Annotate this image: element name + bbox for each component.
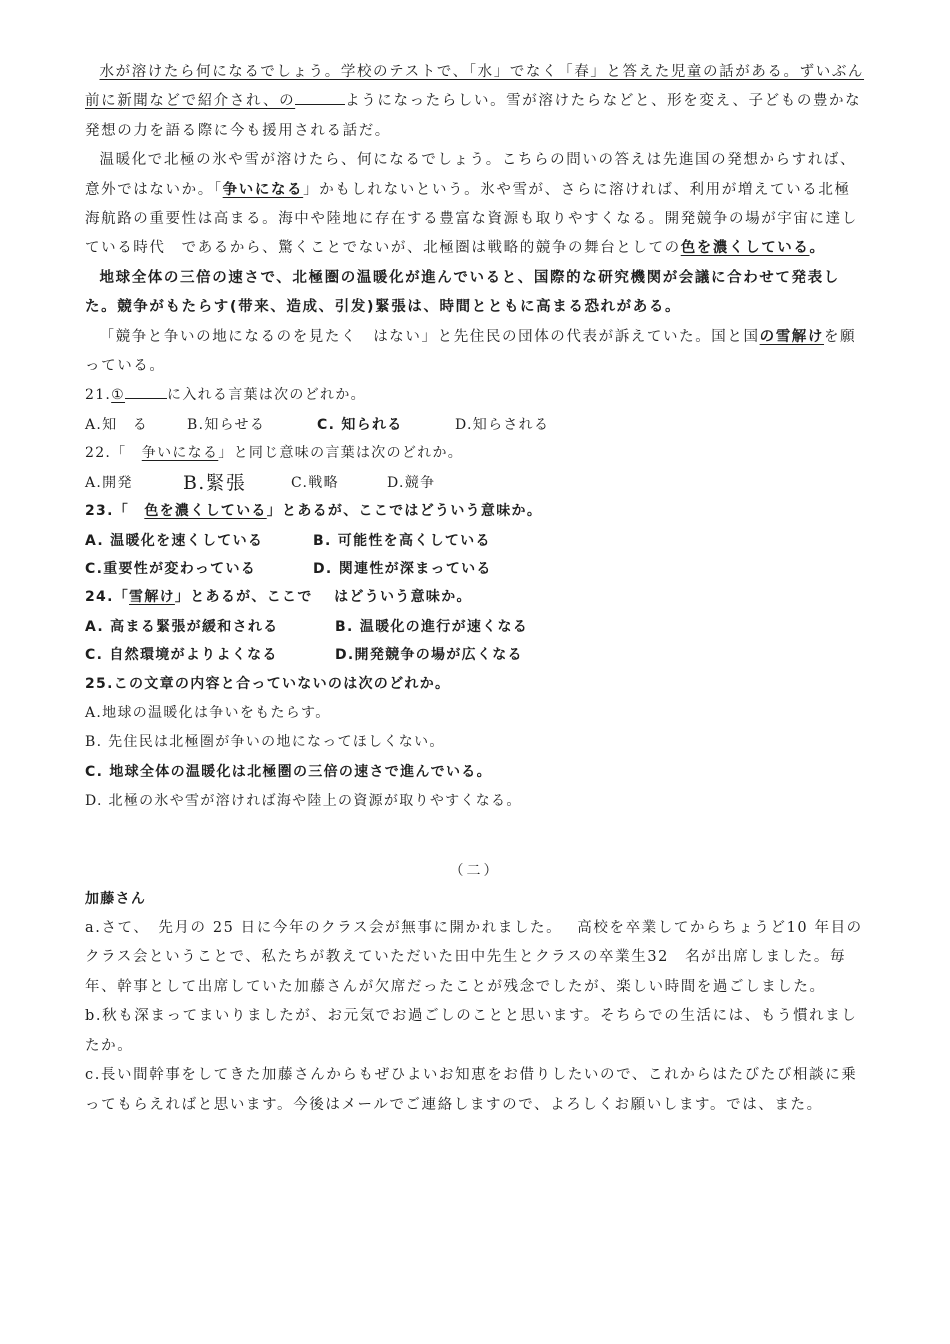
question-number: 23.「 xyxy=(85,503,145,520)
underlined-term: 雪解け xyxy=(129,589,175,606)
underlined-term: 争いになる xyxy=(222,181,304,198)
question-21 xyxy=(85,381,865,410)
passage-text: 」かもしれないという。氷や雪が、さらに溶ければ、利用が増えている北極海航路の重要性は高まる。海中や陸地に存在する豊富な資源も取りやすくなる。開発競争の場が宇宙に達している時代 であるから、驚くことでないが、北極圏は戦略的競争の舞台としての xyxy=(85,181,858,257)
answer-blank xyxy=(125,384,167,399)
option: B.緊張 xyxy=(183,471,247,494)
underlined-term: の雪解け xyxy=(759,328,825,345)
question-23-options xyxy=(85,555,865,583)
option: A. 高まる緊張が緩和される xyxy=(85,618,279,635)
question-25 xyxy=(85,670,865,699)
option: D.競争 xyxy=(387,474,436,491)
section-title: （二） xyxy=(449,862,501,879)
letter-paragraph-b: b.秋も深まってまいりましたが、お元気でお過ごしのことと思います。そちらでの生活には、もう慣れましたか。 xyxy=(85,1008,858,1054)
option: C.戦略 xyxy=(291,474,339,491)
option: B. 先住民は北極圏が争いの地になってほしくない。 xyxy=(85,734,445,751)
passage-paragraph-4 xyxy=(85,323,865,382)
question-21-options xyxy=(85,411,865,439)
underlined-term: 争いになる xyxy=(141,445,219,462)
option: B. 温暖化の進行が速くなる xyxy=(335,618,529,635)
option: B.知らせる xyxy=(187,416,266,433)
question-number: 22.「 xyxy=(85,445,142,462)
option: A.開発 xyxy=(85,474,133,491)
question-number: 24.「 xyxy=(85,589,130,606)
question-24-options xyxy=(85,641,865,669)
question-24-options xyxy=(85,613,865,641)
question-text: に入れる言葉は次のどれか。 xyxy=(167,387,366,404)
passage-text: 水が溶けたら何になるでしょう。学校のテストで、「水」でなく「春」と答えた児童の話がある。ずいぶん前に新聞などで紹介され、の xyxy=(85,64,865,110)
passage-paragraph-2 xyxy=(85,146,865,264)
passage-text: 。 xyxy=(809,240,826,257)
question-text: 」と同じ意味の言葉は次のどれか。 xyxy=(218,445,464,462)
letter-paragraph-c: c.長い間幹事をしてきた加藤さんからもぜひよいお知恵をお借りしたいので、これからはたびたび相談に乗ってもらえればと思います。今後はメールでご連絡しますので、よろしくお願いします。では、また。 xyxy=(85,1067,858,1113)
option: A. 温暖化を速くしている xyxy=(85,532,264,549)
passage-text: 地球全体の三倍の速さで、北極圏の温暖化が進んでいると、国際的な研究機関が会議に合わせて発表した。競争がもたらす(带来、造成、引发)緊張は、時間とともに高まる恐れがある。 xyxy=(85,269,840,316)
letter-salutation: 加藤さん xyxy=(85,890,147,907)
letter-paragraph-a: a.さて、 先月の 25 日に今年のクラス会が無事に開かれました。 高校を卒業してからちょうど10 年目のクラス会ということで、私たちが教えていただいた田中先生とクラスの卒業生32 名が出席しました。毎年、幹事として出席していた加藤さんが欠席だったことが残念でしたが、楽しい時間を過ごしました。 xyxy=(85,919,863,995)
option: C. 知られる xyxy=(317,416,403,433)
underlined-term: 色を濃くしている xyxy=(680,240,810,257)
question-22-options xyxy=(85,469,865,497)
option: C. 地球全体の温暖化は北極圏の三倍の速さで進んでいる。 xyxy=(85,763,492,780)
underlined-term: 色を濃くしている xyxy=(144,503,267,520)
option: D. 北極の氷や雪が溶ければ海や陸上の資源が取りやすくなる。 xyxy=(85,793,522,810)
option: D. 関連性が深まっている xyxy=(313,560,492,577)
option: C. 自然環境がよりよくなる xyxy=(85,647,278,664)
question-23-options xyxy=(85,527,865,555)
passage-paragraph-1 xyxy=(85,58,865,146)
question-text: 25.この文章の内容と合っていないのは次のどれか。 xyxy=(85,675,451,692)
question-mark: ① xyxy=(111,387,126,404)
question-number: 21. xyxy=(85,387,112,404)
passage-text: ようになったらしい。雪が溶けたらなどと、形を変え、子どもの豊かな発想の力を語る際に今も援用される話だ。 xyxy=(85,93,862,139)
question-text: 」とあるが、ここで はどういう意味か。 xyxy=(174,589,472,606)
option: D.開発競争の場が広くなる xyxy=(335,647,523,664)
question-text: 」とあるが、ここではどういう意味か。 xyxy=(266,503,543,520)
option: A.知 る xyxy=(85,416,149,433)
passage-text: 温暖化で北極の氷や雪が溶けたら、何になるでしょう。こちらの問いの答えは先進国の発想からすれば、意外ではないか。「 xyxy=(85,152,857,198)
question-23 xyxy=(85,497,865,526)
question-24 xyxy=(85,583,865,612)
passage-text: を願っている。 xyxy=(85,328,857,375)
document-page xyxy=(85,58,865,1120)
option: B. 可能性を高くしている xyxy=(313,532,491,549)
passage-text: 「競争と争いの地になるのを見たく はない」と先住民の団体の代表が訴えていた。国と国 xyxy=(99,328,760,345)
option: D.知らされる xyxy=(455,416,550,433)
option: C.重要性が変わっている xyxy=(85,560,257,577)
option: A.地球の温暖化は争いをもたらす。 xyxy=(85,704,331,721)
question-22 xyxy=(85,439,865,468)
answer-blank xyxy=(295,90,345,105)
passage-paragraph-3 xyxy=(85,264,865,323)
